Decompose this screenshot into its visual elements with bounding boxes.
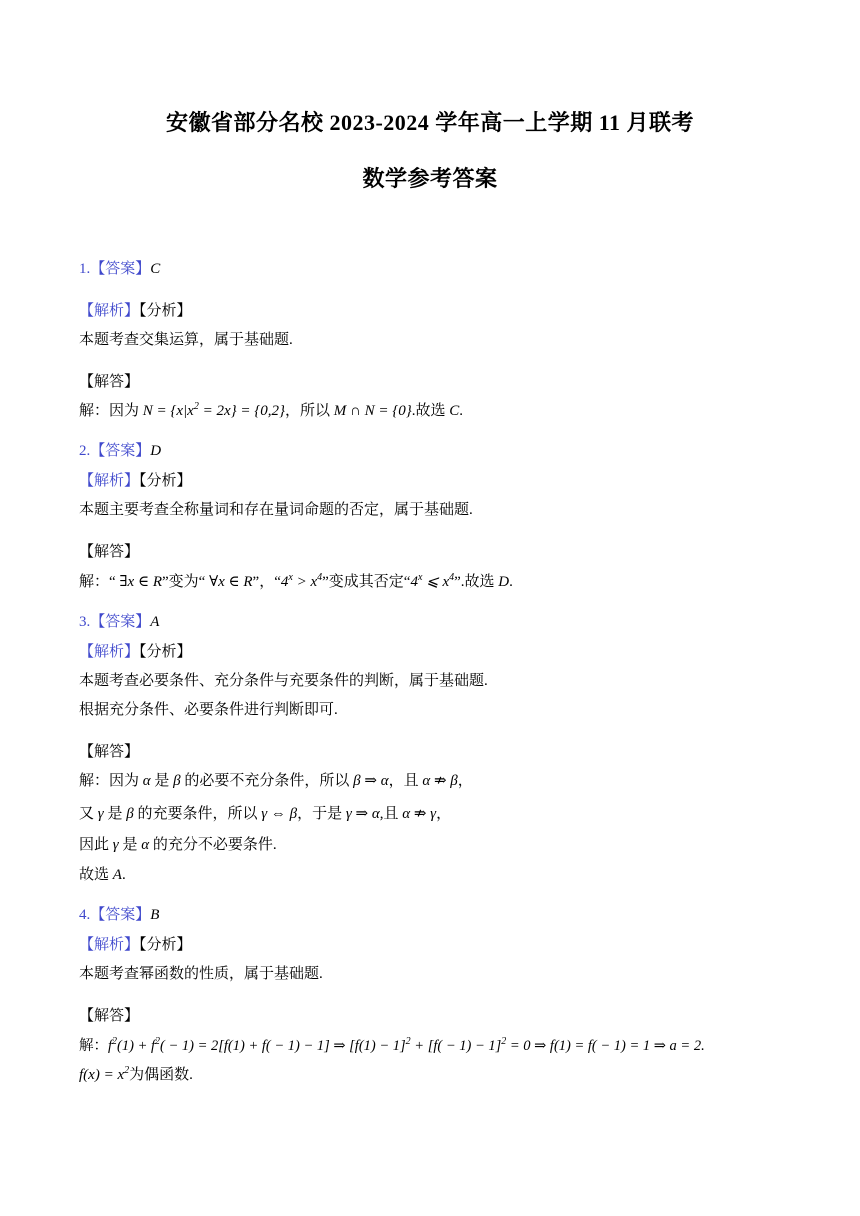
- q2-sol-sup-3: x: [417, 572, 423, 583]
- q3-l1-text-1: 解：因为: [79, 773, 143, 789]
- q1-answer-line: [79, 259, 160, 279]
- q3-l1-math-3: β ⇒ α: [353, 773, 389, 789]
- q4-l1-math-1: f: [108, 1038, 113, 1054]
- q3-l2-text-6: ，: [436, 806, 452, 822]
- q3-l1-text-5: ，: [457, 773, 473, 789]
- q3-l3-text-1: 因此: [79, 837, 113, 853]
- q4-l1-sup-1: 2: [112, 1036, 118, 1048]
- q1-fenxi-tag: 【分析】: [139, 303, 192, 319]
- q2-sol-math-3a: 4: [280, 574, 289, 590]
- q2-sol-math-1: ∃x ∈ R: [119, 574, 162, 590]
- q4-analysis-header: [79, 935, 192, 955]
- q3-l2-text-4: ，于是: [297, 806, 346, 822]
- q2-sol-text-1: 解：“: [79, 574, 120, 590]
- q3-l1-math-2: β: [173, 773, 181, 789]
- q2-sol-text-6: .: [509, 574, 513, 590]
- q1-sol-text-4: .: [459, 403, 463, 419]
- q1-sol-text-2: ，所以: [285, 403, 334, 419]
- q4-solution-line-2: [79, 1065, 193, 1085]
- q4-l1-sup-3: 2: [405, 1036, 411, 1048]
- q3-l3-math-1: γ: [112, 837, 119, 853]
- q3-answer-line: [79, 612, 159, 632]
- q2-sol-math-4b: ⩽ x: [422, 574, 450, 590]
- q3-l4-text-2: .: [121, 867, 126, 883]
- q3-l3-math-2: α: [141, 837, 150, 853]
- q3-solution-line-1: [79, 771, 473, 791]
- q4-l1-math-5: = 0 ⇒ f(1) = f( − 1) = 1 ⇒ a = 2.: [506, 1038, 705, 1054]
- q2-sol-text-2: ”变为“: [161, 574, 210, 590]
- q3-l1-math-1: α: [142, 773, 151, 789]
- q3-l2-math-2: β: [126, 806, 134, 822]
- q3-solution-line-4: [79, 865, 126, 885]
- q4-fenxi-tag: 【分析】: [139, 937, 192, 953]
- q1-number: 1.: [79, 261, 91, 277]
- q2-sol-sup-1: x: [288, 572, 293, 583]
- q3-l1-text-3: 的必要不充分条件，所以: [180, 773, 354, 789]
- q3-l2-math-3: γ ⇔ β: [261, 806, 298, 822]
- q4-l1-math-2: (1) + f: [117, 1038, 156, 1054]
- q2-analysis-header: [79, 471, 192, 491]
- q3-analysis-text-2: 根据充分条件、必要条件进行判断即可.: [79, 702, 338, 718]
- q2-sol-text-4: ”变成其否定“: [322, 574, 411, 590]
- q4-l1-math-3: ( − 1) = 2[f(1) + f( − 1) − 1] ⇒ [f(1) − 1]: [160, 1038, 406, 1054]
- q2-answer-line: [79, 441, 161, 461]
- q3-fenxi-tag: 【分析】: [139, 644, 192, 660]
- q4-l1-math-4: + [f( − 1) − 1]: [410, 1038, 502, 1054]
- q4-l2-sup-1: 2: [124, 1065, 130, 1076]
- q4-analysis-tag: 【解析】: [79, 937, 140, 953]
- document-subtitle: 数学参考答案: [362, 166, 498, 191]
- q2-sol-sup-4: 4: [449, 572, 455, 583]
- q1-analysis-header: [79, 301, 192, 321]
- q3-l2-text-3: 的充要条件，所以: [133, 806, 262, 822]
- q3-l2-math-4: γ ⇒ α: [345, 806, 380, 822]
- q1-sol-text-1: 解：因为: [79, 403, 143, 419]
- q3-analysis-text-1: 本题考查必要条件、充分条件与充要条件的判断，属于基础题.: [79, 673, 488, 689]
- q1-solution: [79, 401, 463, 421]
- q4-solution-line-1: [79, 1036, 705, 1056]
- q2-answer: D: [150, 443, 162, 459]
- q3-l2-math-1: γ: [97, 806, 104, 822]
- q3-l2-text-1: 又: [79, 806, 98, 822]
- q2-sol-text-5: ”.故选: [454, 574, 499, 590]
- q3-l3-text-3: 的充分不必要条件.: [149, 837, 277, 853]
- q3-number: 3.: [79, 614, 91, 630]
- q3-analysis-tag: 【解析】: [79, 644, 140, 660]
- q3-l4-math-1: A: [112, 867, 122, 883]
- q3-answer: A: [150, 614, 160, 630]
- q3-analysis-header: [79, 642, 192, 662]
- q3-l1-text-4: ，且: [388, 773, 423, 789]
- q3-solution-line-2: [79, 804, 451, 824]
- q2-analysis-text: 本题主要考查全称量词和存在量词命题的否定，属于基础题.: [79, 502, 473, 518]
- q2-sol-sup-2: 4: [317, 572, 323, 583]
- q2-fenxi-tag: 【分析】: [139, 473, 192, 489]
- q4-answer-tag: 【答案】: [90, 907, 151, 923]
- document-title: 安徽省部分名校 2023-2024 学年高一上学期 11 月联考: [165, 110, 695, 135]
- q2-sol-math-5: D: [498, 574, 510, 590]
- q3-l2-text-5: ,且: [379, 806, 403, 822]
- q2-sol-math-3b: > x: [292, 574, 318, 590]
- q3-solution-tag: 【解答】: [79, 744, 140, 760]
- q1-sol-sup-1: 2: [193, 401, 199, 412]
- q1-answer: C: [150, 261, 161, 277]
- q4-answer: B: [150, 907, 160, 923]
- q1-analysis-text: 本题考查交集运算，属于基础题.: [79, 332, 293, 348]
- q2-number: 2.: [79, 443, 91, 459]
- q1-analysis-tag: 【解析】: [79, 303, 140, 319]
- q3-l1-text-2: 是: [150, 773, 174, 789]
- q2-answer-tag: 【答案】: [90, 443, 151, 459]
- q1-answer-tag: 【答案】: [90, 261, 151, 277]
- q4-analysis-text: 本题考查幂函数的性质，属于基础题.: [79, 966, 323, 982]
- q1-sol-math-3: M ∩ N = {0}: [333, 403, 412, 419]
- q1-sol-math-4: C: [449, 403, 460, 419]
- q2-sol-text-3: ”，“: [252, 574, 281, 590]
- q3-l2-math-5: α ⇏ γ: [402, 806, 437, 822]
- q4-l1-sup-2: 2: [155, 1036, 161, 1048]
- q2-analysis-tag: 【解析】: [79, 473, 140, 489]
- q4-answer-line: [79, 905, 159, 925]
- q1-solution-tag: 【解答】: [79, 374, 140, 390]
- q1-sol-math-1: N = {x|x: [142, 403, 194, 419]
- q4-l2-text-1: 为偶函数.: [129, 1067, 193, 1083]
- q2-sol-math-4a: 4: [410, 574, 418, 590]
- q3-l1-math-4: α ⇏ β: [422, 773, 458, 789]
- q4-solution-tag: 【解答】: [79, 1008, 140, 1024]
- q1-sol-text-3: .故选: [411, 403, 450, 419]
- q3-answer-tag: 【答案】: [90, 614, 151, 630]
- q1-sol-math-2: = 2x} = {0,2}: [198, 403, 285, 419]
- q4-l1-sup-4: 2: [501, 1036, 507, 1048]
- q3-l4-text-1: 故选: [79, 867, 113, 883]
- q3-l3-text-2: 是: [118, 837, 142, 853]
- q4-l2-math-1: f(x) = x: [79, 1067, 125, 1083]
- q2-solution: [79, 572, 513, 592]
- q4-number: 4.: [79, 907, 91, 923]
- q3-l2-text-2: 是: [103, 806, 127, 822]
- q4-l1-text-1: 解：: [79, 1038, 108, 1054]
- q2-sol-math-2: ∀x ∈ R: [209, 574, 253, 590]
- q3-solution-line-3: [79, 835, 277, 855]
- q2-solution-tag: 【解答】: [79, 544, 140, 560]
